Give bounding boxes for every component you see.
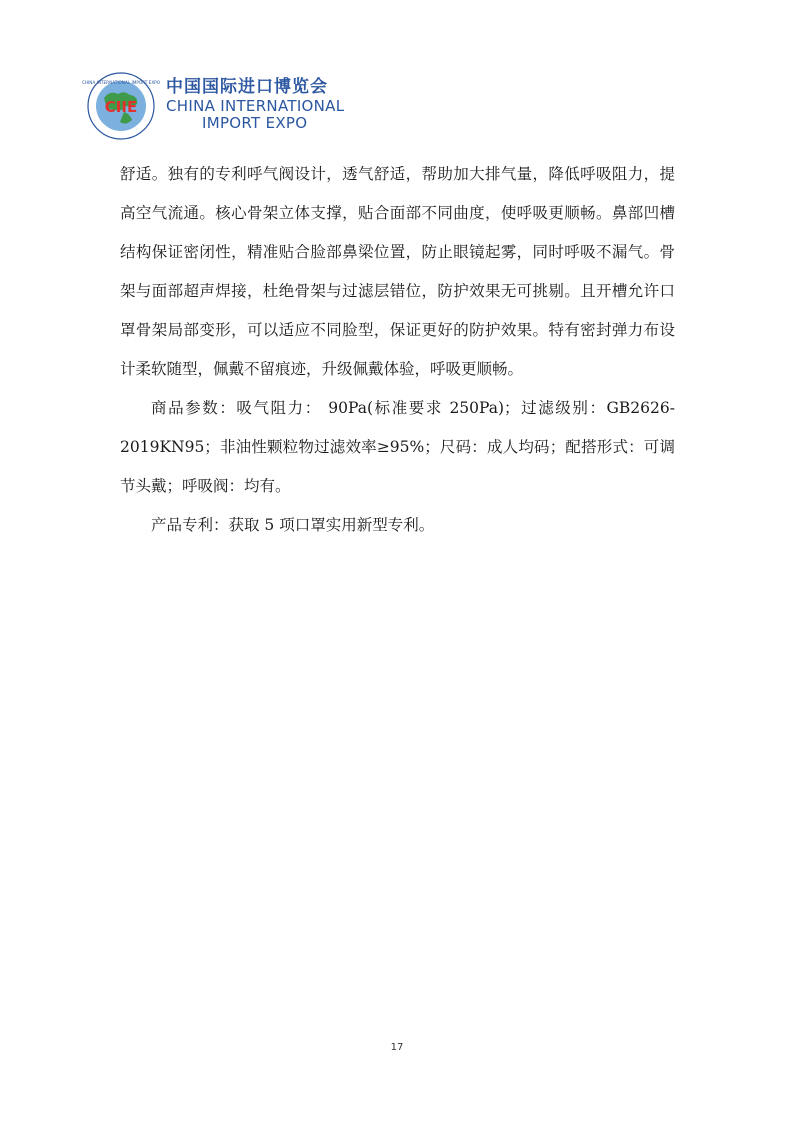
page-number: 17 bbox=[390, 1042, 404, 1053]
logo-english-line2: IMPORT EXPO bbox=[202, 114, 308, 132]
logo-wordmark bbox=[166, 76, 344, 132]
logo-english-line1: CHINA INTERNATIONAL bbox=[166, 97, 345, 115]
document-body bbox=[120, 155, 675, 545]
body-paragraph-patents: 产品专利：获取 5 项口罩实用新型专利。 bbox=[151, 516, 435, 534]
ciie-emblem-icon bbox=[80, 68, 162, 140]
body-paragraph-features: 舒适。独有的专利呼气阀设计，透气舒适，帮助加大排气量，降低呼吸阻力，提高空气流通。核心骨架立体支撑，贴合面部不同曲度，使呼吸更顺畅。鼻部凹槽结构保证密闭性，精准贴合脸部鼻梁位置，防止眼镜起雾，同时呼吸不漏气。骨架与面部超声焊接，杜绝骨架与过滤层错位，防护效果无可挑剔。且开槽允许口罩骨架局部变形，可以适应不同脸型，保证更好的防护效果。特有密封弹力布设计柔软随型，佩戴不留痕迹，升级佩戴体验，呼吸更顺畅。 bbox=[120, 165, 675, 378]
emblem-abbr: CIIE bbox=[104, 98, 138, 116]
logo-chinese-name: 中国国际进口博览会 bbox=[166, 77, 328, 97]
body-paragraph-parameters: 商品参数：吸气阻力： 90Pa(标准要求 250Pa)；过滤级别：GB2626-2019KN95；非油性颗粒物过滤效率≥95%；尺码：成人均码；配搭形式：可调节头戴；呼吸阀：均有。 bbox=[120, 399, 675, 495]
emblem-ring-text: CHINA INTERNATIONAL IMPORT EXPO bbox=[81, 80, 161, 85]
ciie-header-logo bbox=[80, 66, 380, 142]
